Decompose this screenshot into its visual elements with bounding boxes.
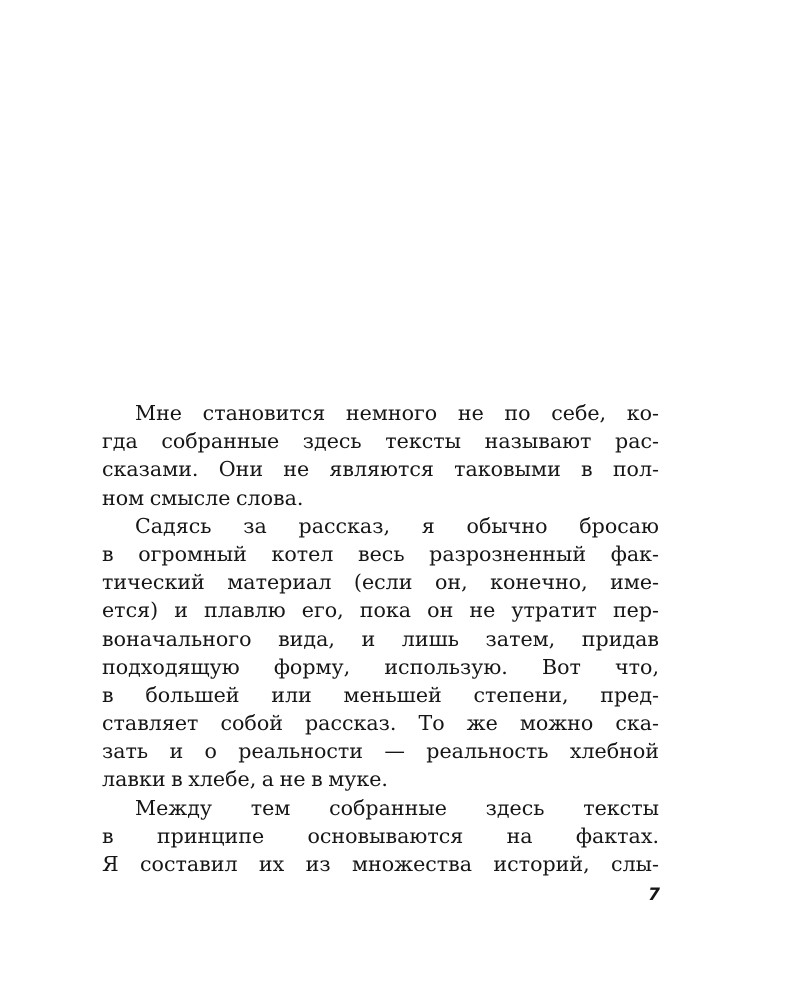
- text-line: Между тем собранные здесь тексты: [135, 795, 659, 820]
- text-line: в большей или меньшей степени, пред-: [102, 682, 659, 707]
- text-line: подходящую форму, использую. Вот что,: [102, 654, 659, 679]
- paragraph-3: [102, 794, 659, 879]
- text-line: в принципе основываются на фактах.: [102, 823, 659, 848]
- text-line: тический материал (если он, конечно, име-: [102, 570, 659, 595]
- text-line: Мне становится немного не по себе, ко-: [135, 401, 659, 425]
- text-line: лавки в хлебе, а не в муке.: [102, 767, 388, 792]
- text-line: зать и о реальности — реальность хлебной: [102, 739, 659, 764]
- paragraph-1: [102, 399, 659, 512]
- text-line: ставляет собой рассказ. То же можно ска-: [102, 711, 659, 736]
- text-line: в огромный котел весь разрозненный фак-: [102, 541, 659, 566]
- text-line: гда собранные здесь тексты называют рас-: [102, 429, 659, 454]
- body-text: [102, 399, 659, 878]
- text-line: воначального вида, и лишь затем, придав: [102, 626, 659, 651]
- text-line: ется) и плавлю его, пока он не утратит пер-: [102, 598, 659, 623]
- page-number: 7: [648, 885, 660, 905]
- text-line: Я составил их из множества историй, слы-: [102, 852, 659, 876]
- paragraph-2: [102, 512, 659, 794]
- text-line: сказами. Они не являются таковыми в пол-: [102, 457, 659, 482]
- text-line: Садясь за рассказ, я обычно бросаю: [135, 513, 659, 538]
- text-line: ном смысле слова.: [102, 485, 304, 510]
